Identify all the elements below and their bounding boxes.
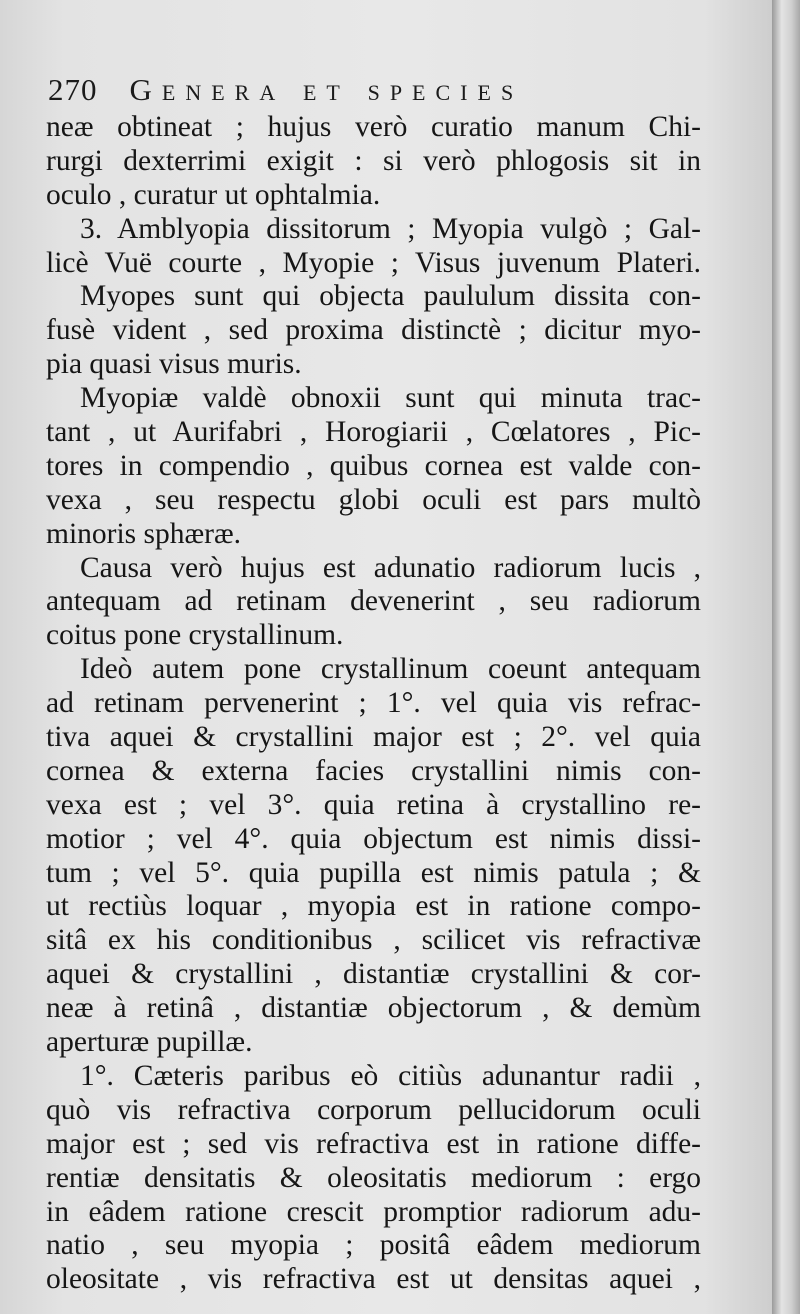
text-line: quò vis refractiva corporum pellucidorum oculi xyxy=(46,1093,701,1126)
text-line: cornea & externa facies crystallini nimis con- xyxy=(46,754,701,787)
text-line: oculo , curatur ut ophtalmia. xyxy=(46,178,381,211)
text-line: tant , ut Aurifabri , Horogiarii , Cœlatores , Pic- xyxy=(46,416,701,449)
page-number: 270 xyxy=(48,72,98,107)
text-line: neæ à retinâ , distantiæ objectorum , & demùm xyxy=(46,992,701,1025)
text-line: major est ; sed vis refractiva est in ratione diffe- xyxy=(46,1127,701,1160)
text-line: neæ obtineat ; hujus verò curatio manum Chi- xyxy=(46,111,701,143)
text-line: aquei & crystallini , distantiæ crystallini & cor- xyxy=(46,958,701,991)
text-line: motior ; vel 4°. quia objectum est nimis dissi- xyxy=(46,822,701,855)
running-header xyxy=(48,72,738,108)
body-text xyxy=(46,111,701,1297)
text-line: 3. Amblyopia dissitorum ; Myopia vulgò ; Gal- xyxy=(80,212,701,245)
text-line: rurgi dexterrimi exigit : si verò phlogosis sit in xyxy=(46,144,701,177)
text-line: licè Vuë courte , Myopie ; Visus juvenum Plateri. xyxy=(46,246,701,279)
text-line: 1°. Cæteris paribus eò citiùs adunantur radii , xyxy=(80,1059,701,1092)
text-line: oleositate , vis refractiva est ut densitas aquei , xyxy=(46,1263,701,1296)
text-line: pia quasi visus muris. xyxy=(46,348,302,381)
text-line: coitus pone crystallinum. xyxy=(46,619,344,652)
text-line: tores in compendio , quibus cornea est valde con- xyxy=(46,449,701,482)
text-line: minoris sphæræ. xyxy=(46,517,242,550)
text-line: Myopiæ valdè obnoxii sunt qui minuta trac- xyxy=(80,382,701,415)
text-line: vexa est ; vel 3°. quia retina à crystallino re- xyxy=(46,788,701,821)
text-line: Causa verò hujus est adunatio radiorum lucis , xyxy=(80,551,701,584)
text-line: ad retinam pervenerint ; 1°. vel quia vis refrac- xyxy=(46,687,701,720)
text-line: Ideò autem pone crystallinum coeunt antequam xyxy=(80,653,701,686)
text-line: fusè vident , sed proxima distinctè ; dicitur myo- xyxy=(46,314,701,347)
text-line: antequam ad retinam devenerint , seu radiorum xyxy=(46,585,701,618)
text-line: vexa , seu respectu globi oculi est pars multò xyxy=(46,483,701,516)
running-title: Genera et species xyxy=(129,72,524,107)
text-line: in eâdem ratione crescit promptior radiorum adu- xyxy=(46,1195,701,1228)
text-line: Myopes sunt qui objecta paululum dissita con- xyxy=(80,280,701,313)
page-edge xyxy=(772,0,800,1314)
text-line: tum ; vel 5°. quia pupilla est nimis patula ; & xyxy=(46,856,701,889)
text-line: rentiæ densitatis & oleositatis mediorum : ergo xyxy=(46,1161,701,1194)
text-line: tiva aquei & crystallini major est ; 2°. vel quia xyxy=(46,721,701,754)
text-line: natio , seu myopia ; positâ eâdem mediorum xyxy=(46,1229,701,1262)
text-line: sitâ ex his conditionibus , scilicet vis refractivæ xyxy=(46,924,701,957)
text-line: ut rectiùs loquar , myopia est in ratione compo- xyxy=(46,890,701,923)
text-line: aperturæ pupillæ. xyxy=(46,1026,253,1059)
